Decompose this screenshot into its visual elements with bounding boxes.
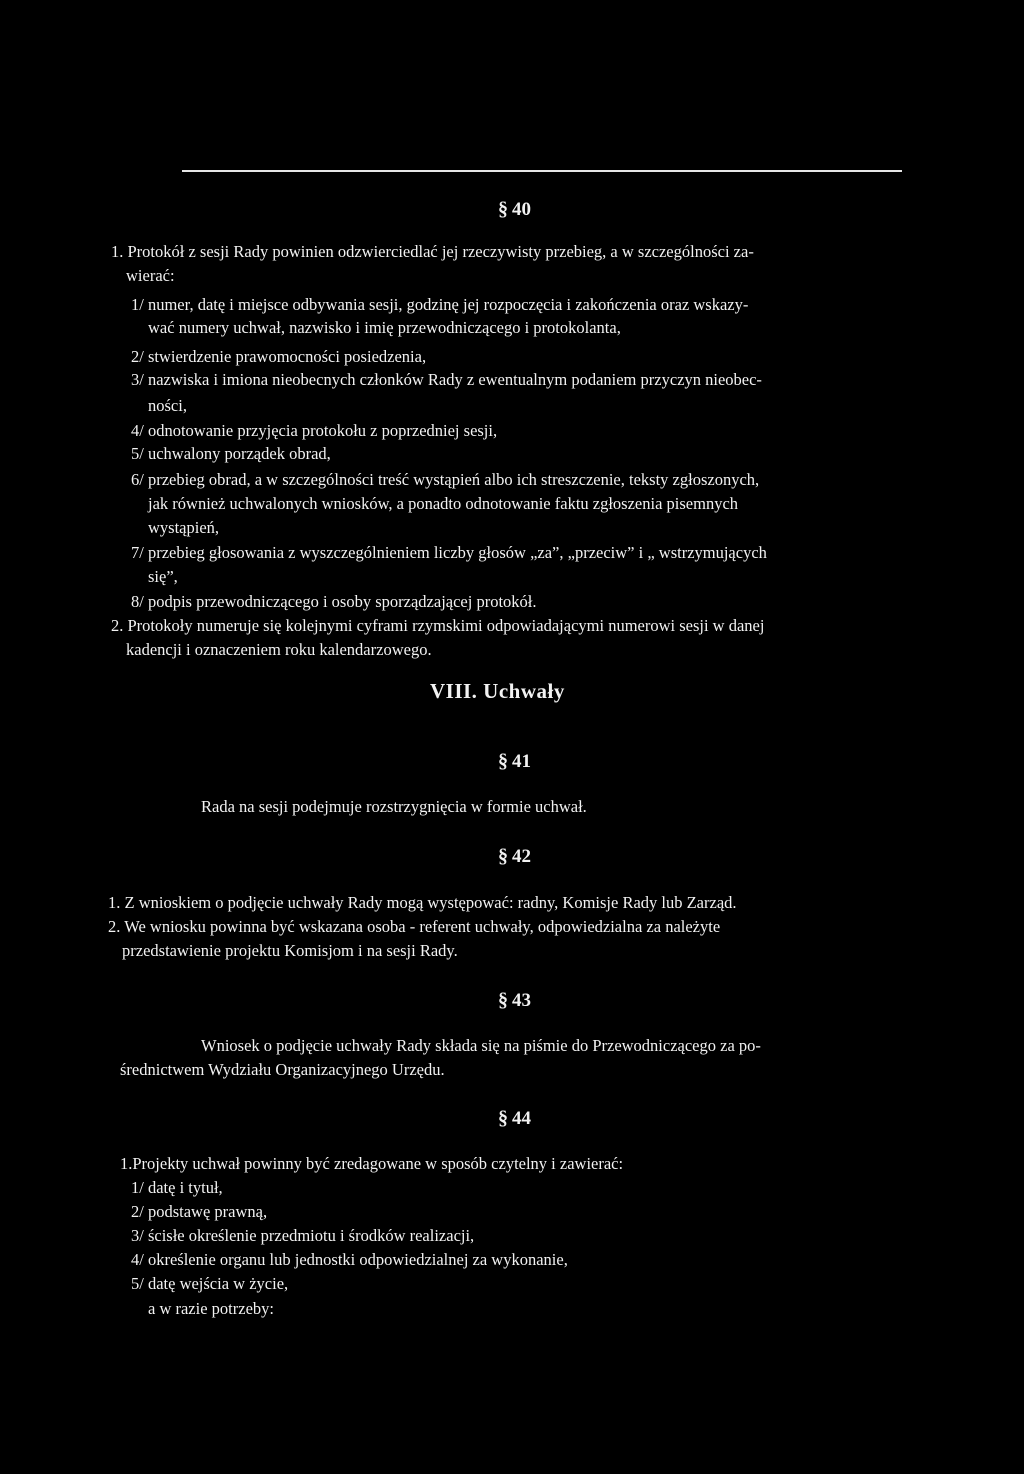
text-line: przedstawienie projektu Komisjom i na sesji Rady. [122,941,458,960]
text-line: 4/ określenie organu lub jednostki odpowiedzialnej za wykonanie, [131,1250,568,1269]
paragraph-40-heading [498,197,531,222]
paragraph-number: 43 [512,990,531,1011]
section-heading: VIII. Uchwały [430,679,565,703]
text-line: 5/ uchwalony porządek obrad, [131,444,331,463]
text-line: kadencji i oznaczeniem roku kalendarzowego. [126,640,432,659]
paragraph-number: 42 [512,846,531,867]
paragraph-number: 44 [512,1108,531,1129]
text-line: 2. Protokoły numeruje się kolejnymi cyframi rzymskimi odpowiadającymi numerowi sesji w danej [111,616,765,635]
paragraph-number: 40 [512,199,531,220]
text-line: 5/ datę wejścia w życie, [131,1274,289,1293]
text-line: 3/ ścisłe określenie przedmiotu i środków realizacji, [131,1226,475,1245]
text-line: jak również uchwalonych wniosków, a ponadto odnotowanie faktu zgłoszenia pisemnych [148,494,739,513]
text-line: 2. We wniosku powinna być wskazana osoba - referent uchwały, odpowiedzialna za należyte [108,917,721,936]
text-line: 1. Z wnioskiem o podjęcie uchwały Rady mogą występować: radny, Komisje Rady lub Zarząd. [108,893,737,912]
text-line: ności, [148,396,187,415]
text-line: 4/ odnotowanie przyjęcia protokołu z poprzedniej sesji, [131,421,498,440]
text-line: 8/ podpis przewodniczącego i osoby sporządzającej protokół. [131,592,537,611]
paragraph-43-heading [498,988,531,1013]
text-line: Rada na sesji podejmuje rozstrzygnięcia w formie uchwał. [201,797,587,816]
text-line: 2/ podstawę prawną, [131,1202,268,1221]
text-line: 6/ przebieg obrad, a w szczególności treść wystąpień albo ich streszczenie, teksty zgłoszonych, [131,470,760,489]
paragraph-44-heading [498,1106,531,1131]
paragraph-number: 41 [512,751,531,772]
paragraph-41-heading [498,749,531,774]
text-line: 1.Projekty uchwał powinny być zredagowane w sposób czytelny i zawierać: [120,1154,624,1173]
section-sign-icon: § [498,989,508,1011]
text-line: 7/ przebieg głosowania z wyszczególnieniem liczby głosów „za”, „przeciw” i „ wstrzymujących [131,543,767,562]
section-sign-icon: § [498,198,508,220]
text-line: a w razie potrzeby: [148,1299,274,1318]
text-line: wierać: [126,266,175,285]
text-line: się”, [148,567,178,586]
text-line: 1/ numer, datę i miejsce odbywania sesji, godzinę jej rozpoczęcia i zakończenia oraz wskazy- [131,295,749,314]
text-line: 3/ nazwiska i imiona nieobecnych członków Rady z ewentualnym podaniem przyczyn nieobec- [131,370,762,389]
text-line: 1/ datę i tytuł, [131,1178,223,1197]
text-line: wać numery uchwał, nazwisko i imię przewodniczącego i protokolanta, [148,318,621,337]
text-line: 2/ stwierdzenie prawomocności posiedzenia, [131,347,427,366]
text-line: 1. Protokół z sesji Rady powinien odzwierciedlać jej rzeczywisty przebieg, a w szczególności za- [111,242,754,261]
paragraph-42-heading [498,844,531,869]
top-rule [182,170,902,172]
section-sign-icon: § [498,1107,508,1129]
section-sign-icon: § [498,750,508,772]
text-line: średnictwem Wydziału Organizacyjnego Urzędu. [120,1060,445,1079]
section-sign-icon: § [498,845,508,867]
text-line: wystąpień, [148,518,220,537]
text-line: Wniosek o podjęcie uchwały Rady składa się na piśmie do Przewodniczącego za po- [201,1036,761,1055]
